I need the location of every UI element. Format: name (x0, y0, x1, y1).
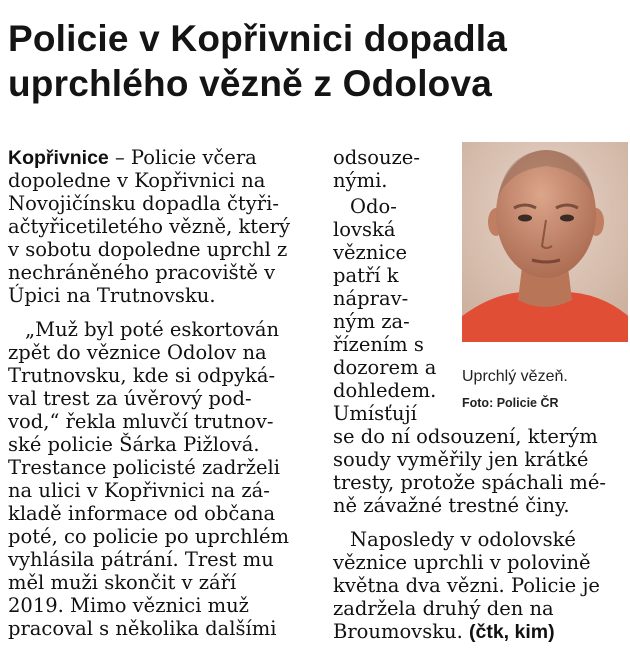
body-line: se do ní odsouzení, kterým (333, 425, 598, 448)
body-line: Novojičínsku dopadla čtyři- (8, 192, 279, 215)
body-line: odsouze- (333, 146, 420, 169)
body-line: Úpici na Trutnovsku. (8, 284, 216, 307)
body-line: tresty, protože spáchali mé- (333, 471, 607, 494)
body-line: dozorem a (333, 356, 437, 379)
photo-caption: Uprchlý vězeň. (462, 368, 568, 385)
body-line: soudy vyměřily jen krátké (333, 448, 589, 471)
body-line: lovská (333, 218, 396, 241)
body-line: kladě informace od občana (8, 502, 276, 525)
body-line: val trest za úvěrový pod- (8, 387, 252, 410)
body-line: 2019. Mimo věznici muž (8, 594, 249, 617)
body-line: v sobotu dopoledne uprchl z (8, 238, 288, 261)
body-line: „Muž byl poté eskortován (25, 318, 280, 341)
body-line: dohledem. (333, 379, 437, 402)
body-line: ným za- (333, 310, 410, 333)
headline-line-1: Policie v Kopřivnici dopadla (8, 18, 508, 59)
body-line: vyhlásila pátrání. Trest mu (8, 548, 274, 571)
body-line: nechráněného pracoviště v (8, 261, 276, 284)
body-line: věznice uprchli v polovině (333, 551, 591, 574)
body-line: ačtyřicetiletého vězně, který (8, 215, 290, 238)
body-line: pracoval s několika dalšími (8, 617, 277, 640)
body-line (333, 620, 555, 644)
body-line: Odo- (350, 195, 397, 218)
author-signature: (čtk, kim) (468, 621, 555, 643)
body-line: na ulici v Kopřivnici na zá- (8, 479, 270, 502)
headline (8, 16, 623, 106)
dateline: Kopřivnice (8, 147, 109, 169)
body-line: poté, co policie po uprchlém (8, 525, 289, 548)
body-line: nými. (333, 169, 388, 192)
body-line: měl muži skončit v září (8, 571, 237, 594)
body-line: ně závažné trestné činy. (333, 494, 570, 517)
prisoner-photo (462, 142, 628, 342)
body-line: Trestance policisté zadrželi (8, 456, 280, 479)
body-line: Trutnovsku, kde si odpyká- (8, 364, 276, 387)
body-line (8, 146, 257, 170)
body-text: – Policie včera (114, 146, 257, 169)
body-line: náprav- (333, 287, 409, 310)
body-line: řízením s (333, 333, 424, 356)
body-line: věznice (333, 241, 408, 264)
photo-credit: Foto: Policie ČR (462, 396, 559, 410)
headline-line-2: uprchlého vězně z Odolova (8, 63, 493, 104)
body-line: patří k (333, 264, 399, 287)
body-line: Umísťují (333, 402, 417, 425)
body-line: Naposledy v odolovské (350, 528, 576, 551)
body-line: dopoledne v Kopřivnici na (8, 169, 266, 192)
body-line: zadržela druhý den na (333, 597, 554, 620)
body-line: května dva vězni. Policie je (333, 574, 600, 597)
body-text: Broumovsku. (333, 620, 463, 643)
body-line: vod,“ řekla mluvčí trutnov- (8, 410, 274, 433)
body-line: ské policie Šárka Pižlová. (8, 433, 260, 456)
body-line: zpět do věznice Odolov na (8, 341, 267, 364)
